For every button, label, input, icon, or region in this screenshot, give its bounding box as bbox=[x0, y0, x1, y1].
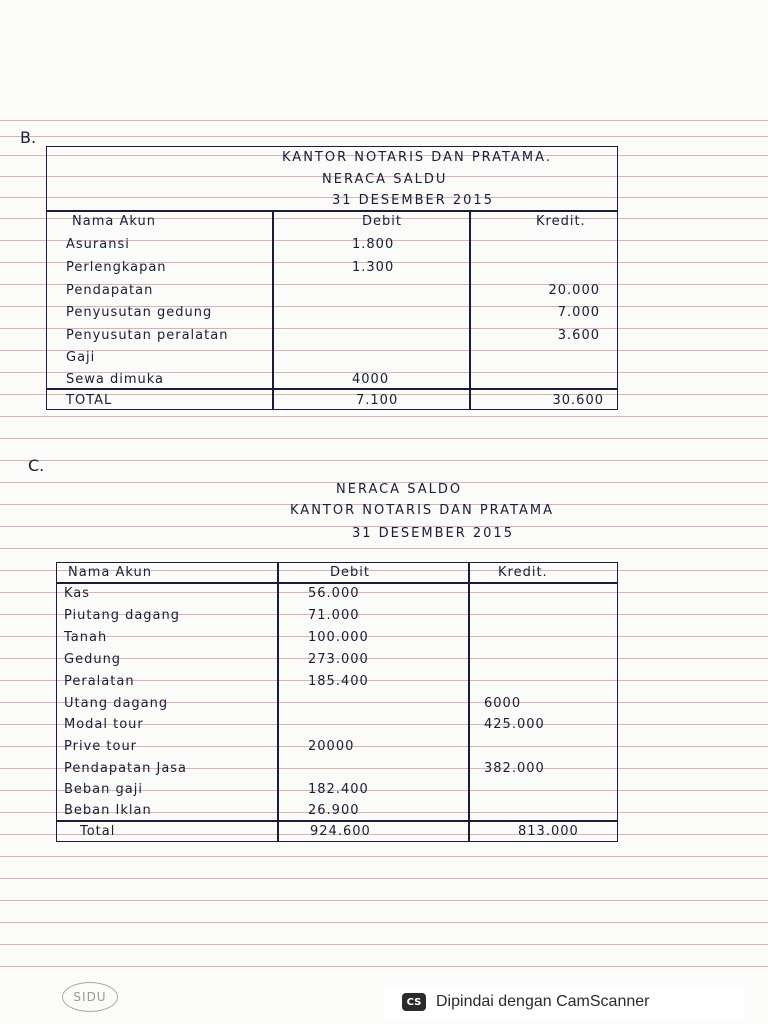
table-b-header-debit: Debit bbox=[362, 214, 402, 229]
table-c-total-label: Total bbox=[80, 824, 116, 839]
table-b-title-date: 31 DESEMBER 2015 bbox=[332, 193, 494, 208]
table-b-row-account: Sewa dimuka bbox=[66, 372, 165, 387]
table-c-row-debit: 20000 bbox=[308, 739, 355, 754]
ruled-line bbox=[0, 900, 768, 901]
table-c-row-account: Peralatan bbox=[64, 674, 135, 689]
table-c-header-debit: Debit bbox=[330, 565, 370, 580]
table-b-total-label: TOTAL bbox=[66, 393, 113, 408]
table-b-row-account: Penyusutan peralatan bbox=[66, 328, 229, 343]
table-c-col-divider-1 bbox=[277, 562, 279, 842]
table-b-row-account: Asuransi bbox=[66, 237, 130, 252]
table-b-header-account: Nama Akun bbox=[72, 214, 156, 229]
table-b-row-credit: 7.000 bbox=[557, 305, 600, 320]
table-c-total-debit: 924.600 bbox=[310, 824, 371, 839]
sidu-stamp-logo bbox=[62, 982, 118, 1012]
table-c-row-credit: 382.000 bbox=[484, 761, 545, 776]
table-c-title-report: NERACA SALDO bbox=[336, 482, 463, 497]
table-b-row-account: Pendapatan bbox=[66, 283, 154, 298]
table-c-col-divider-2 bbox=[468, 562, 470, 842]
table-b-row-debit: 4000 bbox=[352, 372, 390, 387]
ruled-line bbox=[0, 120, 768, 121]
table-b-total-rule bbox=[46, 388, 618, 390]
ruled-line bbox=[0, 944, 768, 945]
table-c-row-account: Piutang dagang bbox=[64, 608, 181, 623]
table-c-row-account: Utang dagang bbox=[64, 696, 169, 711]
table-b-row-account: Perlengkapan bbox=[66, 260, 167, 275]
table-b-row-account: Gaji bbox=[66, 350, 96, 365]
table-b-title-report: NERACA SALDU bbox=[322, 172, 448, 187]
table-c-row-debit: 273.000 bbox=[308, 652, 369, 667]
table-b-col-divider-2 bbox=[469, 210, 471, 410]
ruled-line bbox=[0, 416, 768, 417]
table-c-row-account: Gedung bbox=[64, 652, 122, 667]
table-c-row-credit: 6000 bbox=[484, 696, 522, 711]
table-c-row-account: Beban Iklan bbox=[64, 803, 152, 818]
table-c-row-account: Tanah bbox=[64, 630, 108, 645]
table-b-col-divider-1 bbox=[272, 210, 274, 410]
ruled-line bbox=[0, 438, 768, 439]
table-c-row-debit: 71.000 bbox=[308, 608, 360, 623]
table-b-row-debit: 1.300 bbox=[352, 260, 395, 275]
table-b-header-credit: Kredit. bbox=[536, 214, 586, 229]
ruled-line bbox=[0, 136, 768, 137]
table-c-row-account: Pendapatan Jasa bbox=[64, 761, 188, 776]
ruled-line bbox=[0, 922, 768, 923]
table-b-row-credit: 20.000 bbox=[548, 283, 600, 298]
section-c-label: C. bbox=[28, 456, 45, 475]
table-c-header-rule bbox=[56, 582, 618, 584]
table-b-row-debit: 1.800 bbox=[352, 237, 395, 252]
ruled-line bbox=[0, 548, 768, 549]
table-c-header-account: Nama Akun bbox=[68, 565, 152, 580]
table-c-row-debit: 182.400 bbox=[308, 782, 369, 797]
table-c-row-credit: 425.000 bbox=[484, 717, 545, 732]
table-c-title-date: 31 DESEMBER 2015 bbox=[352, 526, 514, 541]
table-b-row-credit: 3.600 bbox=[557, 328, 600, 343]
ruled-line bbox=[0, 856, 768, 857]
table-c-row-debit: 185.400 bbox=[308, 674, 369, 689]
camscanner-text: Dipindai dengan CamScanner bbox=[436, 993, 650, 1010]
table-b-row-account: Penyusutan gedung bbox=[66, 305, 213, 320]
table-b-total-credit: 30.600 bbox=[552, 393, 604, 408]
table-c-title-company: KANTOR NOTARIS DAN PRATAMA bbox=[290, 503, 554, 518]
table-b-header-rule bbox=[46, 210, 618, 212]
table-b-title-company: KANTOR NOTARIS DAN PRATAMA. bbox=[282, 150, 552, 165]
table-b-total-debit: 7.100 bbox=[356, 393, 399, 408]
ruled-line bbox=[0, 460, 768, 461]
table-c-total-rule bbox=[56, 820, 618, 822]
camscanner-logo-icon: CS bbox=[402, 993, 426, 1011]
ruled-line bbox=[0, 966, 768, 967]
table-c-row-account: Beban gaji bbox=[64, 782, 143, 797]
table-c-row-account: Modal tour bbox=[64, 717, 144, 732]
table-c-total-credit: 813.000 bbox=[518, 824, 579, 839]
table-c-row-account: Prive tour bbox=[64, 739, 138, 754]
table-c-row-debit: 100.000 bbox=[308, 630, 369, 645]
ruled-line bbox=[0, 878, 768, 879]
table-c-header-credit: Kredit. bbox=[498, 565, 548, 580]
section-b-label: B. bbox=[20, 128, 37, 147]
sidu-stamp-text: SIDU bbox=[73, 990, 107, 1004]
table-c-row-account: Kas bbox=[64, 586, 91, 601]
table-c-row-debit: 26.900 bbox=[308, 803, 360, 818]
camscanner-watermark bbox=[384, 985, 744, 1019]
table-c-row-debit: 56.000 bbox=[308, 586, 360, 601]
